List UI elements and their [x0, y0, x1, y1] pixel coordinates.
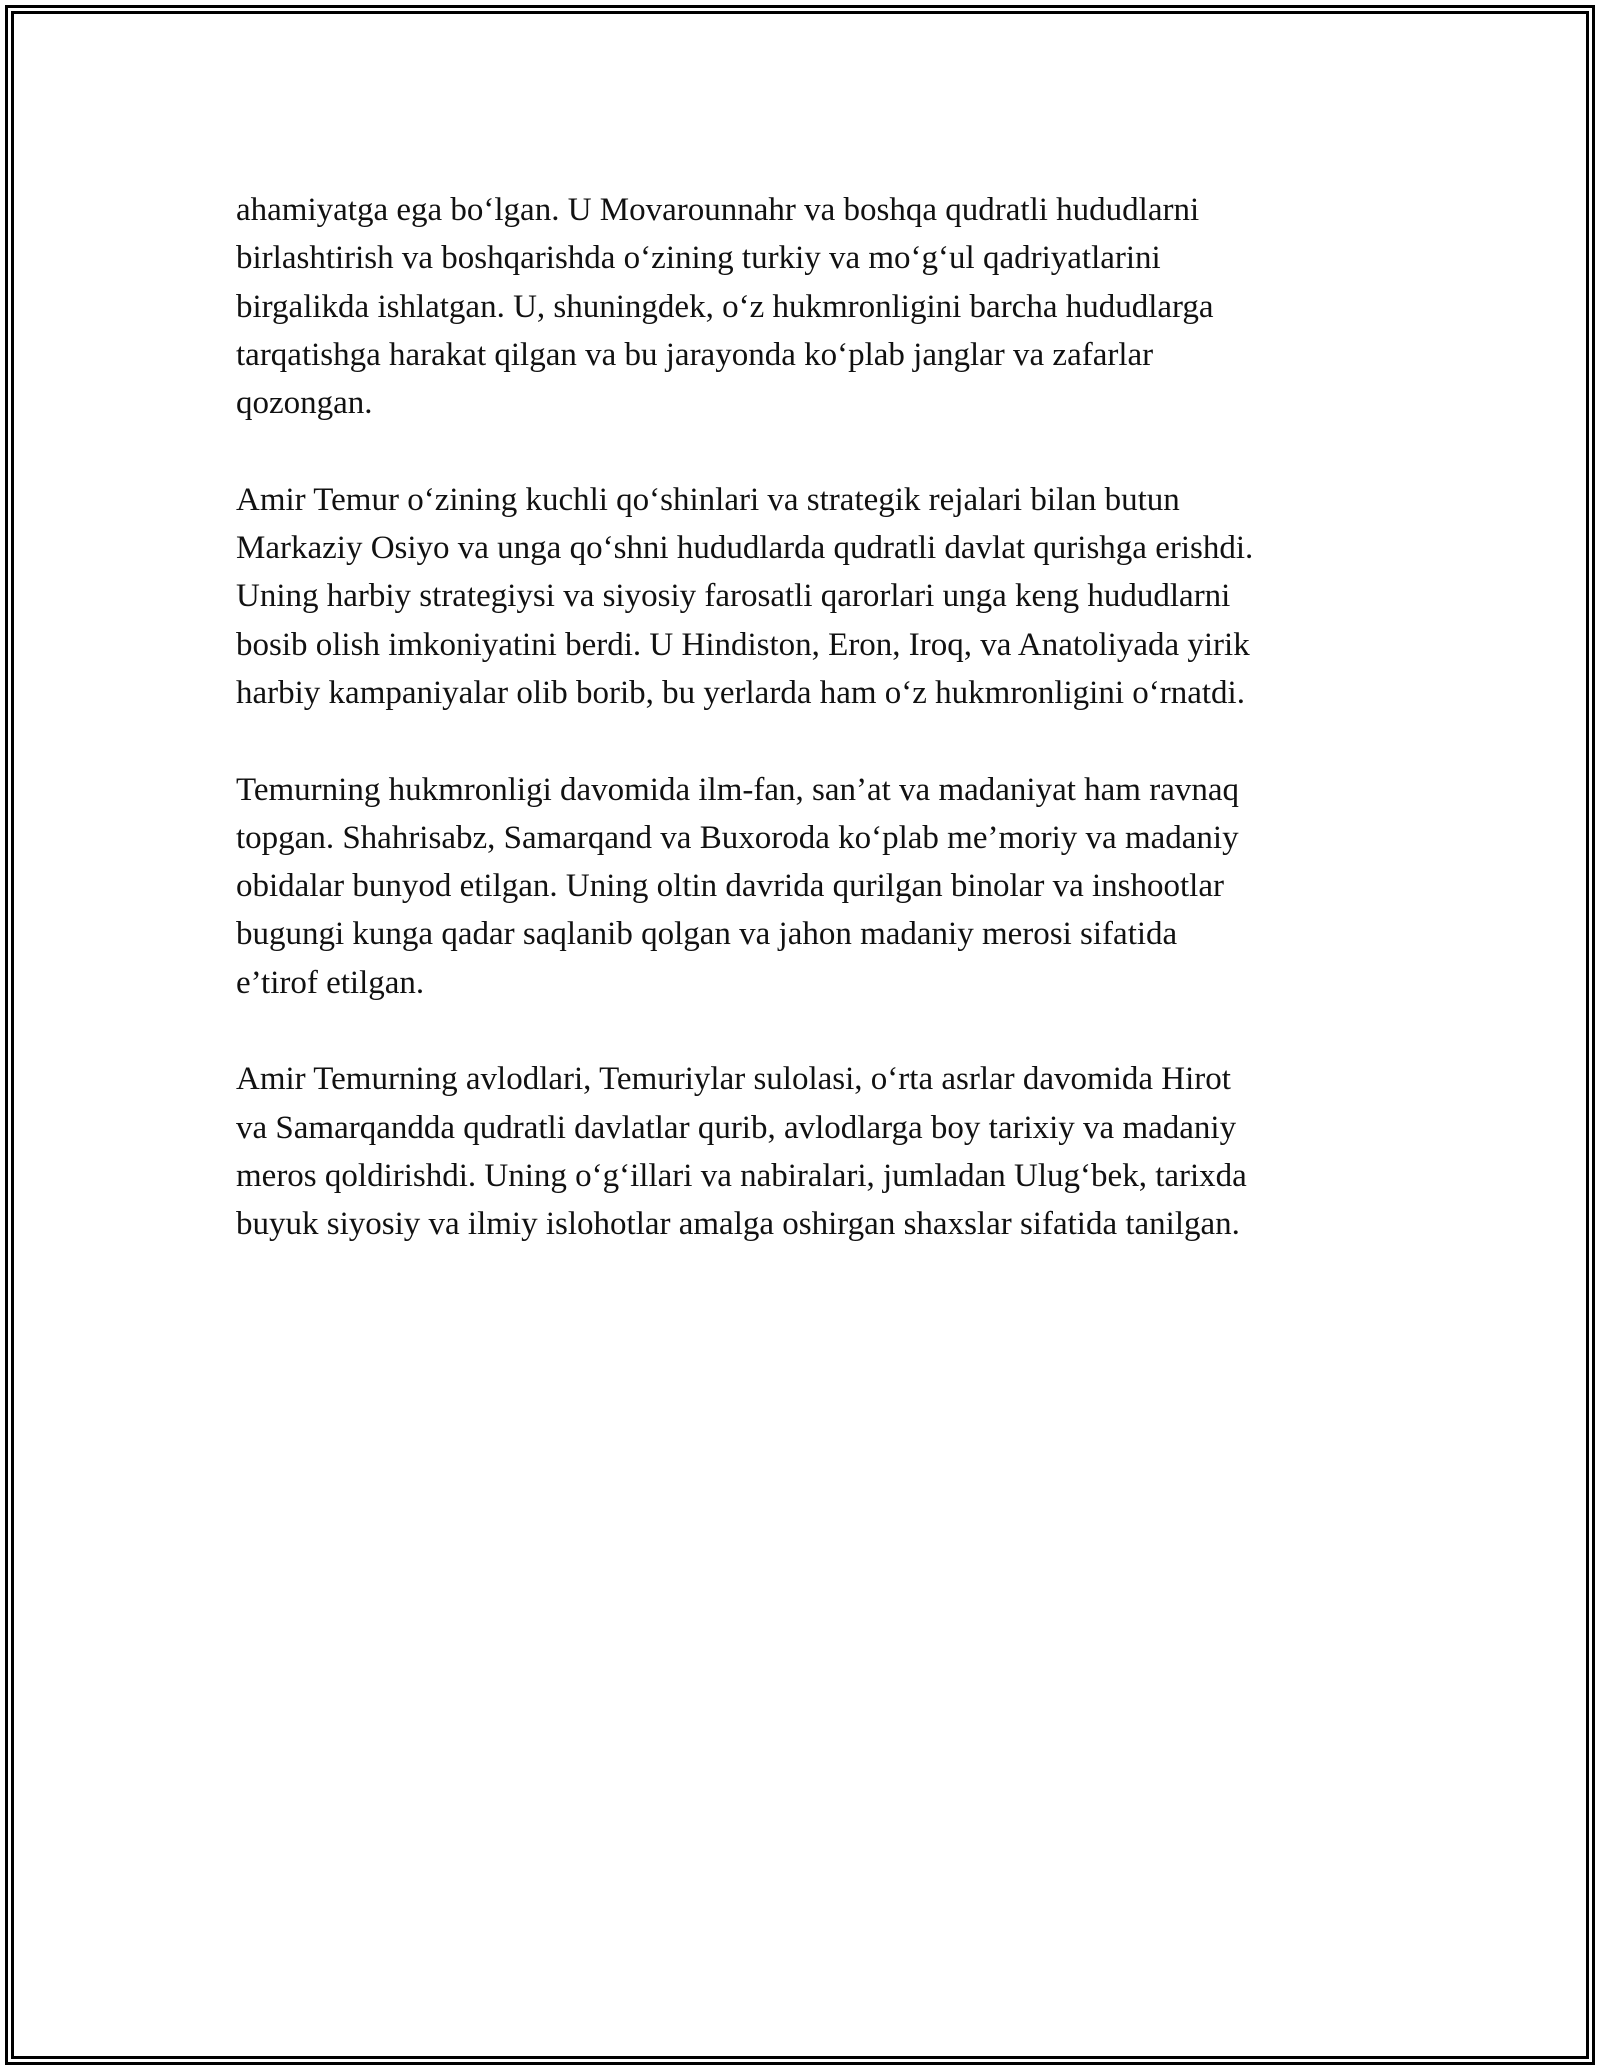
paragraph-3: Temurning hukmronligi davomida ilm-fan, san’at va madaniyat ham ravnaq topgan. Shahrisabz, Samarqand va Buxoroda ko‘plab me’moriy va madaniy obidalar bunyod etilgan. Uning oltin davrida qurilgan binolar va inshootlar bugungi kunga qadar saqlanib qolgan va jahon madaniy merosi sifatida e’tirof etilgan.: [236, 771, 1239, 1001]
paragraph-2: Amir Temur o‘zining kuchli qo‘shinlari va strategik rejalari bilan butun Markaziy Osiyo va unga qo‘shni hududlarda qudratli davlat qurishga erishdi. Uning harbiy strategiysi va siyosiy farosatli qarorlari unga keng hududlarni bosib olish imkoniyatini berdi. U Hindiston, Eron, Iroq, va Anatoliyada yirik harbiy kampaniyalar olib borib, bu yerlarda ham o‘z hukmronligini o‘rnatdi.: [236, 481, 1254, 711]
document-body: [236, 186, 1386, 1297]
paragraph-1: ahamiyatga ega bo‘lgan. U Movarounnahr va boshqa qudratli hududlarni birlashtirish va boshqarishda o‘zining turkiy va mo‘g‘ul qadriyatlarini birgalikda ishlatgan. U, shuningdek, o‘z hukmronligini barcha hududlarga tarqatishga harakat qilgan va bu jarayonda ko‘plab janglar va zafarlar qozongan.: [236, 192, 1214, 422]
paragraph-4: Amir Temurning avlodlari, Temuriylar sulolasi, o‘rta asrlar davomida Hirot va Samarqandda qudratli davlatlar qurib, avlodlarga boy tarixiy va madaniy meros qoldirishdi. Uning o‘g‘illari va nabiralari, jumladan Ulug‘bek, tarixda buyuk siyosiy va ilmiy islohotlar amalga oshirgan shaxslar sifatida tanilgan.: [236, 1061, 1247, 1243]
